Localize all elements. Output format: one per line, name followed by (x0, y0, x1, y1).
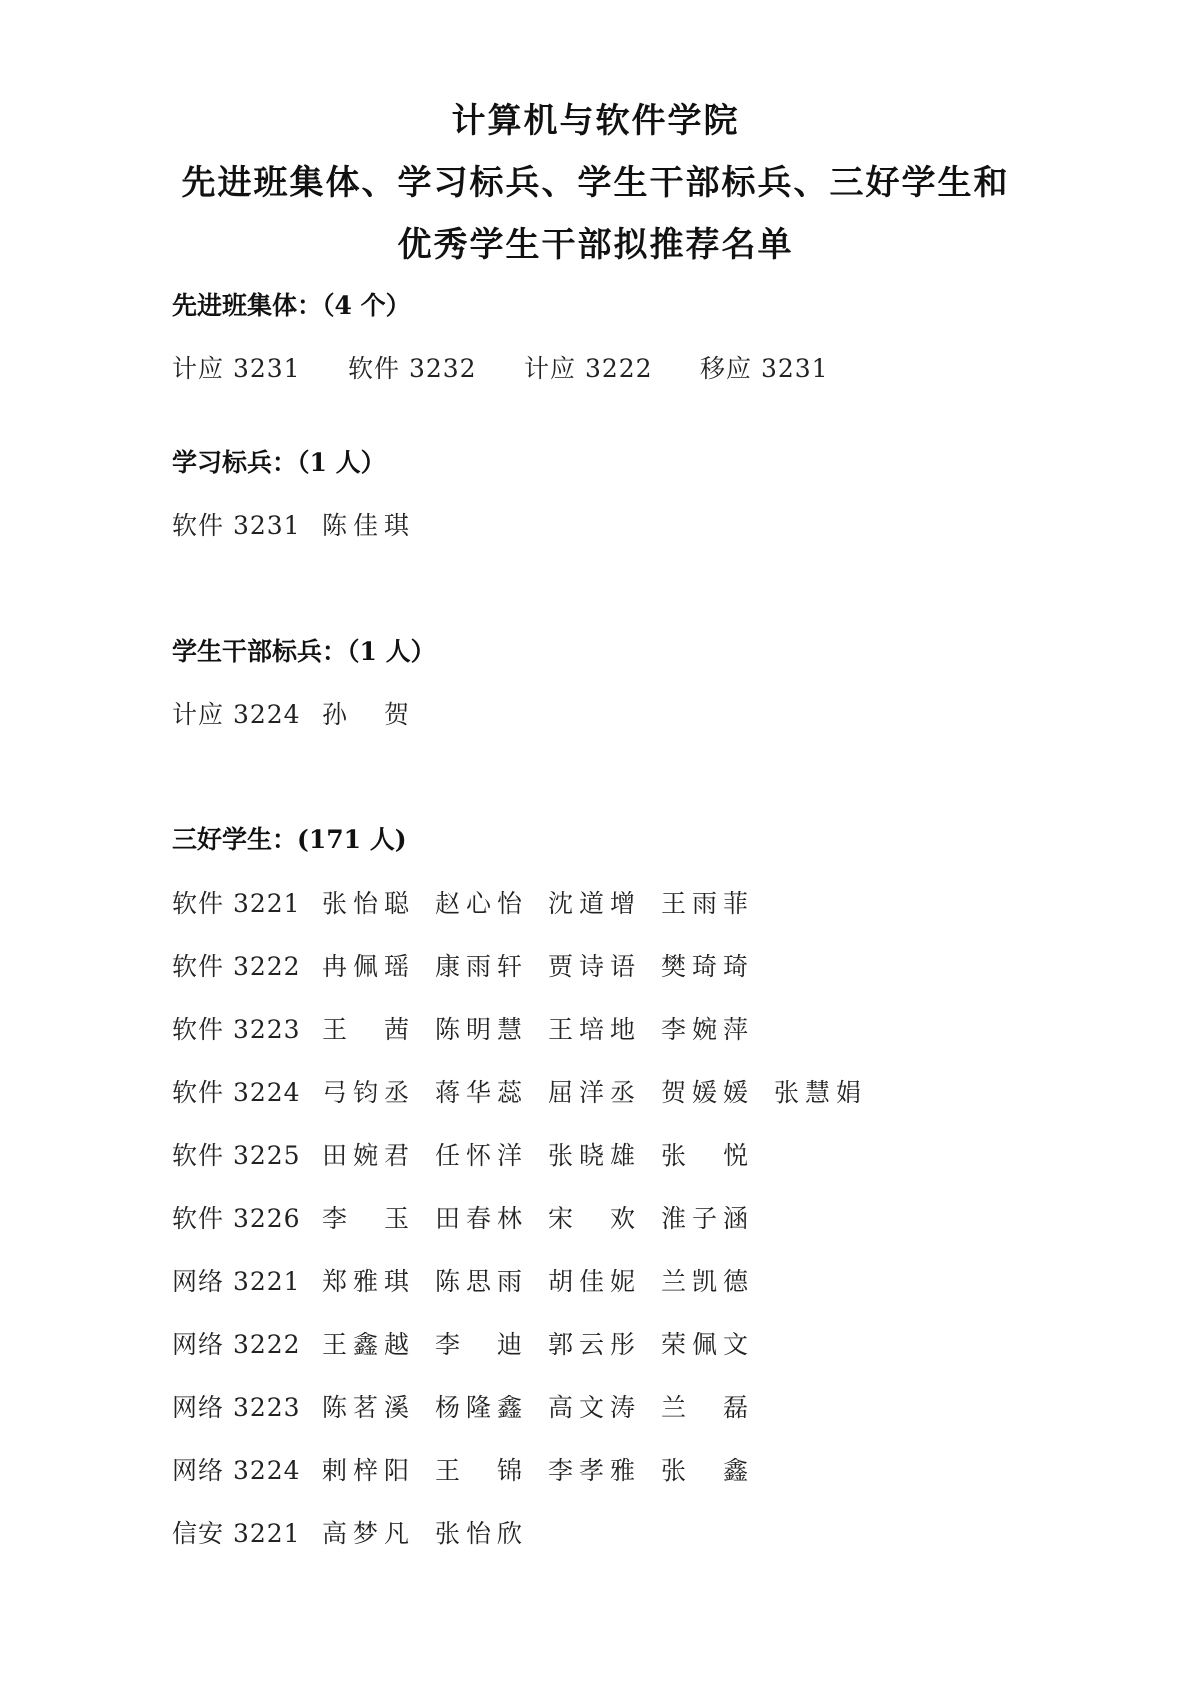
class-name: 软件 3223 (172, 1015, 301, 1044)
student-name: 陈茗溪 (322, 1393, 416, 1422)
class-name: 软件 3224 (172, 1078, 301, 1107)
advanced-class-heading: 先进班集体：（4 个） (172, 291, 411, 320)
student-name: 田春林 (435, 1204, 529, 1233)
student-name: 荣佩文 (661, 1330, 755, 1359)
title-line-3: 优秀学生干部拟推荐名单 (397, 225, 794, 265)
student-name: 张晓雄 (548, 1141, 642, 1170)
student-name: 淮子涵 (661, 1204, 755, 1233)
class-name: 网络 3224 (172, 1456, 301, 1485)
class-name: 网络 3222 (172, 1330, 301, 1359)
student-name: 杨隆鑫 (435, 1393, 529, 1422)
student-name: 胡佳妮 (548, 1267, 642, 1296)
student-name: 弓钧丞 (322, 1078, 416, 1107)
student-name: 屈洋丞 (548, 1078, 642, 1107)
student-name: 陈思雨 (435, 1267, 529, 1296)
student-name: 陈佳琪 (322, 511, 416, 540)
class-name: 计应 3224 (172, 700, 301, 729)
student-name: 王 锦 (435, 1456, 529, 1485)
student-name: 宋 欢 (548, 1204, 642, 1233)
student-name: 贺媛媛 (661, 1078, 755, 1107)
class-name: 软件 3231 (172, 511, 301, 540)
student-name: 任怀洋 (435, 1141, 529, 1170)
student-name: 高文涛 (548, 1393, 642, 1422)
student-name: 张怡欣 (435, 1519, 529, 1548)
student-name: 兰 磊 (661, 1393, 755, 1422)
study-model-heading: 学习标兵：（1 人） (172, 448, 386, 477)
student-name: 剌梓阳 (322, 1456, 416, 1485)
student-name: 王 茜 (322, 1015, 416, 1044)
student-name: 王培地 (548, 1015, 642, 1044)
student-name: 兰凯德 (661, 1267, 755, 1296)
student-name: 田婉君 (322, 1141, 416, 1170)
student-name: 孙 贺 (322, 700, 416, 729)
student-name: 李 玉 (322, 1204, 416, 1233)
student-name: 郑雅琪 (322, 1267, 416, 1296)
title-line-2: 先进班集体、学习标兵、学生干部标兵、三好学生和 (181, 163, 1010, 203)
student-name: 王鑫越 (322, 1330, 416, 1359)
student-name: 陈明慧 (435, 1015, 529, 1044)
student-name: 李 迪 (435, 1330, 529, 1359)
student-name: 康雨轩 (435, 952, 529, 981)
class-name: 软件 3225 (172, 1141, 301, 1170)
student-name: 张 鑫 (661, 1456, 755, 1485)
class-name: 信安 3221 (172, 1519, 301, 1548)
student-name: 李孝雅 (548, 1456, 642, 1485)
student-name: 高梦凡 (322, 1519, 416, 1548)
class-item: 计应 3231 (172, 354, 301, 383)
student-name: 赵心怡 (435, 889, 529, 918)
student-name: 蒋华蕊 (435, 1078, 529, 1107)
class-name: 软件 3221 (172, 889, 301, 918)
student-name: 沈道增 (548, 889, 642, 918)
class-name: 网络 3223 (172, 1393, 301, 1422)
student-name: 李婉萍 (661, 1015, 755, 1044)
student-name: 郭云彤 (548, 1330, 642, 1359)
three-good-heading: 三好学生：(171 人) (172, 825, 407, 854)
student-name: 王雨菲 (661, 889, 755, 918)
student-name: 张 悦 (661, 1141, 755, 1170)
class-item: 移应 3231 (700, 354, 829, 383)
student-name: 张慧娟 (774, 1078, 868, 1107)
student-name: 冉佩瑶 (322, 952, 416, 981)
student-name: 贾诗语 (548, 952, 642, 981)
class-name: 网络 3221 (172, 1267, 301, 1296)
document-title (0, 90, 1191, 276)
cadre-model-heading: 学生干部标兵：（1 人） (172, 637, 436, 666)
class-name: 软件 3226 (172, 1204, 301, 1233)
class-item: 软件 3232 (348, 354, 477, 383)
student-name: 樊琦琦 (661, 952, 755, 981)
class-name: 软件 3222 (172, 952, 301, 981)
student-name: 张怡聪 (322, 889, 416, 918)
title-line-1: 计算机与软件学院 (451, 101, 740, 141)
class-item: 计应 3222 (524, 354, 653, 383)
